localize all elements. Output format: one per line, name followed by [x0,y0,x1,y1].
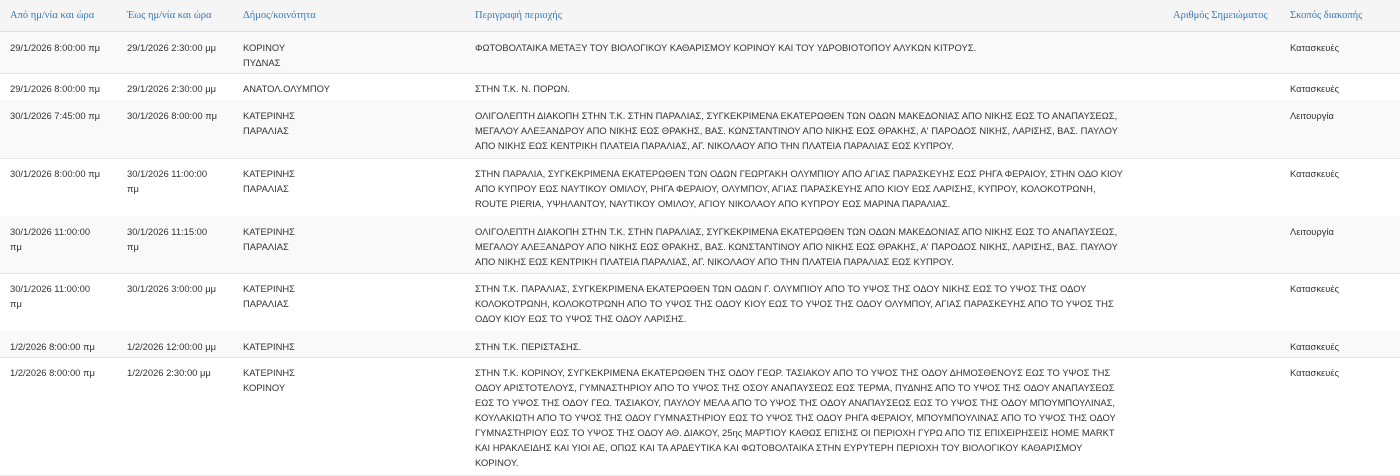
cell-description: ΣΤΗΝ Τ.Κ. ΠΑΡΑΛΙΑΣ, ΣΥΓΚΕΚΡΙΜΕΝΑ ΕΚΑΤΕΡΩΘΕΝ ΤΩΝ ΟΔΩΝ Γ. ΟΛΥΜΠΙΟΥ ΑΠΟ ΤΟ ΥΨΟΣ ΤΗΣ ΟΔΟΥ ΝΙΚΗΣ ΕΩΣ ΤΟ ΥΨΟΣ ΤΗΣ ΟΔΟΥ ΚΟΛΟΚΟΤΡΩΝΗ, ΚΟΛΟΚΟΤΡΩΝΗ ΑΠΟ ΤΟ ΥΨΟΣ ΤΗΣ ΟΔΟΥ ΚΙΟΥ ΕΩΣ ΤΟ ΥΨΟΣ ΤΗΣ ΟΔΟΥ ΟΛΥΜΠΟΥ, ΑΓΙΑΣ ΠΑΡΑΣΚΕΥΗΣ ΑΠΟ ΤΟ ΥΨΟΣ ΤΗΣ ΟΔΟΥ ΚΙΟΥ ΕΩΣ ΤΟ ΥΨΟΣ ΤΗΣ ΟΔΟΥ ΛΑΡΙΣΗΣ. [475,283,1114,324]
cell-description: ΣΤΗΝ Τ.Κ. ΚΟΡΙΝΟΥ, ΣΥΓΚΕΚΡΙΜΕΝΑ ΕΚΑΤΕΡΩΘΕΝ ΤΗΣ ΟΔΟΥ ΓΕΩΡ. ΤΑΣΙΑΚΟΥ ΑΠΟ ΤΟ ΥΨΟΣ ΤΗΣ ΟΔΟΥ ΔΗΜΟΣΘΕΝΟΥΣ ΕΩΣ ΤΟ ΥΨΟΣ ΤΗΣ ΟΔΟΥ ΑΡΙΣΤΟΤΕΛΟΥΣ, ΓΥΜΝΑΣΤΗΡΙΟΥ ΑΠΟ ΤΟ ΥΨΟΣ ΤΗΣ ΟΣΟΥ ΑΝΑΠΑΥΣΕΩΣ ΕΩΣ ΤΕΡΜΑ, ΠΥΔΝΗΣ ΑΠΟ ΤΟ ΥΨΟΣ ΤΗΣ ΟΔΟΥ ΑΝΑΠΑΥΣΕΩΣ ΕΩΣ ΤΟ ΥΨΟΣ ΤΗΣ ΟΔΟΥ ΓΕΩ. ΤΑΣΙΑΚΟΥ, ΠΑΥΛΟΥ ΜΕΛΑ ΑΠΟ ΤΟ ΥΨΟΣ ΤΗΣ ΟΔΟΥ ΑΝΑΠΑΥΣΕΩΣ ΕΩΣ ΤΟ ΥΨΟΣ ΤΗΣ ΟΔΟΥ ΜΠΟΥΜΠΟΥΛΙΝΑΣ, ΚΟΥΛΑΚΙΩΤΗ ΑΠΟ ΤΟ ΥΨΟΣ ΤΗΣ ΟΔΟΥ ΓΥΜΝΑΣΤΗΡΙΟΥ ΕΩΣ ΤΟ ΥΨΟΣ ΤΗΣ ΟΔΟΥ ΡΗΓΑ ΦΕΡΑΙΟΥ, ΜΠΟΥΜΠΟΥΛΙΝΑΣ ΑΠΟ ΤΟ ΥΨΟΣ ΤΗΣ ΟΔΟΥ ΓΥΜΝΑΣΤΗΡΙΟΥ ΕΩΣ ΤΟ ΥΨΟΣ ΤΗΣ ΟΔΟΥ ΑΘ. ΔΙΑΚΟΥ, 25ης ΜΑΡΤΙΟΥ ΚΑΘΩΣ ΕΠΙΣΗΣ ΟΙ ΠΕΡΙΟΧΗ ΓΥΡΩ ΑΠΟ ΤΙΣ ΕΠΙΧΕΙΡΗΣΕΙΣ HOME MARKT ΚΑΙ ΗΡΑΚΛΕΙΔΗΣ ΚΑΙ ΥΙΟΙ ΑΕ, ΟΠΩΣ ΚΑΙ ΤΑ ΑΡΔΕΥΤΙΚΑ ΚΑΙ ΦΩΤΟΒΟΛΤΑΙΚΑ ΣΤΗΝ ΕΥΡΥΤΕΡΗ ΠΕΡΙΟΧΗ ΤΟΥ ΒΙΟΛΟΓΙΚΟΥ ΚΑΘΑΡΙΣΜΟΥ ΚΟΡΙΝΟΥ. [475,367,1116,468]
column-header-from[interactable]: Από ημ/νία και ώρα [10,10,95,21]
cell-municipality: ΚΑΤΕΡΙΝΗΣ ΚΟΡΙΝΟΥ [243,367,295,393]
cell-municipality: ΚΑΤΕΡΙΝΗΣ [243,341,295,352]
cell-description: ΣΤΗΝ ΠΑΡΑΛΙΑ, ΣΥΓΚΕΚΡΙΜΕΝΑ ΕΚΑΤΕΡΩΘΕΝ ΤΩΝ ΟΔΩΝ ΓΕΩΡΓΑΚΗ ΟΛΥΜΠΙΟΥ ΑΠΟ ΑΓΙΑΣ ΠΑΡΑΣΚΕΥΗΣ ΕΩΣ ΡΗΓΑ ΦΕΡΑΙΟΥ, ΣΤΗΝ ΟΔΟ ΚΙΟΥ ΑΠΟ ΚΥΠΡΟΥ ΕΩΣ ΝΑΥΤΙΚΟΥ ΟΜΙΛΟΥ, ΡΗΓΑ ΦΕΡΑΙΟΥ, ΟΛΥΜΠΟΥ, ΑΓΙΑΣ ΠΑΡΑΣΚΕΥΗΣ ΑΠΟ ΚΙΟΥ ΕΩΣ ΛΑΡΙΣΗΣ, ΚΥΠΡΟΥ, ΚΟΛΟΚΟΤΡΩΝΗ, ROUTE PIERIA, ΥΨΗΛΑΝΤΟΥ, ΝΑΥΤΙΚΟΥ ΟΜΙΛΟΥ, ΑΓΙΟΥ ΝΙΚΟΛΑΟΥ ΑΠΟ ΚΥΠΡΟΥ ΕΩΣ ΜΑΡΙΝΑ ΠΑΡΑΛΙΑΣ. [475,168,1123,209]
cell-from: 1/2/2026 8:00:00 πμ [10,341,95,352]
table-row [0,331,1400,358]
table-row [0,158,1400,217]
cell-municipality: ΚΑΤΕΡΙΝΗΣ ΠΑΡΑΛΙΑΣ [243,110,295,136]
column-header-to[interactable]: Έως ημ/νία και ώρα [127,10,212,21]
cell-from: 30/1/2026 8:00:00 πμ [10,168,101,179]
cell-from: 30/1/2026 7:45:00 πμ [10,110,101,121]
table-row [0,357,1400,476]
cell-to: 30/1/2026 3:00:00 μμ [127,283,216,294]
table-row [0,273,1400,332]
cell-description: ΣΤΗΝ Τ.Κ. Ν. ΠΟΡΩΝ. [475,83,570,94]
cell-municipality: ΚΑΤΕΡΙΝΗΣ ΠΑΡΑΛΙΑΣ [243,168,295,194]
cell-municipality: ΚΑΤΕΡΙΝΗΣ ΠΑΡΑΛΙΑΣ [243,226,295,252]
cell-municipality: ΚΟΡΙΝΟΥ ΠΥΔΝΑΣ [243,42,286,68]
cell-description: ΣΤΗΝ Τ.Κ. ΠΕΡΙΣΤΑΣΗΣ. [475,341,582,352]
cell-to: 1/2/2026 12:00:00 μμ [127,341,216,352]
cell-municipality: ΑΝΑΤΟΛ.ΟΛΥΜΠΟΥ [243,83,330,94]
cell-purpose: Λειτουργία [1290,226,1334,237]
cell-purpose: Λειτουργία [1290,110,1334,121]
cell-description: ΟΛΙΓΟΛΕΠΤΗ ΔΙΑΚΟΠΗ ΣΤΗΝ Τ.Κ. ΣΤΗΝ ΠΑΡΑΛΙΑΣ, ΣΥΓΚΕΚΡΙΜΕΝΑ ΕΚΑΤΕΡΩΘΕΝ ΤΩΝ ΟΔΩΝ ΜΑΚΕΔΟΝΙΑΣ ΑΠΟ ΝΙΚΗΣ ΕΩΣ ΤΟ ΑΝΑΠΑΥΣΕΩΣ, ΜΕΓΑΛΟΥ ΑΛΕΞΑΝΔΡΟΥ ΑΠΟ ΝΙΚΗΣ ΕΩΣ ΘΡΑΚΗΣ, ΒΑΣ. ΚΩΝΣΤΑΝΤΙΝΟΥ ΑΠΟ ΝΙΚΗΣ ΕΩΣ ΘΡΑΚΗΣ, Α' ΠΑΡΟΔΟΣ ΝΙΚΗΣ, ΛΑΡΙΣΗΣ, ΒΑΣ. ΠΑΥΛΟΥ ΑΠΟ ΝΙΚΗΣ ΕΩΣ ΚΕΝΤΡΙΚΗ ΠΛΑΤΕΙΑ ΠΑΡΑΛΙΑΣ, ΑΓ. ΝΙΚΟΛΑΟΥ ΑΠΟ ΤΗΝ ΠΛΑΤΕΙΑ ΠΑΡΑΛΙΑΣ ΕΩΣ ΚΥΠΡΟΥ. [475,226,1118,267]
cell-purpose: Κατασκευές [1290,283,1340,294]
table-row [0,73,1400,101]
table-row [0,216,1400,274]
cell-to: 30/1/2026 11:00:00 πμ [127,168,208,194]
cell-municipality: ΚΑΤΕΡΙΝΗΣ ΠΑΡΑΛΙΑΣ [243,283,295,309]
cell-to: 29/1/2026 2:30:00 μμ [127,42,216,53]
cell-purpose: Κατασκευές [1290,42,1340,53]
cell-purpose: Κατασκευές [1290,367,1340,378]
column-header-purpose[interactable]: Σκοπός διακοπής [1290,10,1363,21]
cell-from: 1/2/2026 8:00:00 πμ [10,367,95,378]
column-header-point-number[interactable]: Αριθμός Σημειώματος [1173,10,1268,21]
cell-to: 1/2/2026 2:30:00 μμ [127,367,211,378]
cell-purpose: Κατασκευές [1290,83,1340,94]
cell-from: 30/1/2026 11:00:00 πμ [10,283,91,309]
cell-to: 30/1/2026 8:00:00 πμ [127,110,218,121]
cell-purpose: Κατασκευές [1290,341,1340,352]
cell-purpose: Κατασκευές [1290,168,1340,179]
cell-to: 30/1/2026 11:15:00 πμ [127,226,208,252]
table-header [0,0,1400,32]
table-row [0,32,1400,74]
table-row [0,100,1400,159]
column-header-municipality[interactable]: Δήμος/κοινότητα [243,10,316,21]
cell-from: 30/1/2026 11:00:00 πμ [10,226,91,252]
column-header-description[interactable]: Περιγραφή περιοχής [475,10,562,21]
cell-from: 29/1/2026 8:00:00 πμ [10,83,101,94]
cell-description: ΦΩΤΟΒΟΛΤΑΙΚΑ ΜΕΤΑΞΥ ΤΟΥ ΒΙΟΛΟΓΙΚΟΥ ΚΑΘΑΡΙΣΜΟΥ ΚΟΡΙΝΟΥ ΚΑΙ ΤΟΥ ΥΔΡΟΒΙΟΤΟΠΟΥ ΑΛΥΚΩΝ ΚΙΤΡΟΥΣ. [475,42,977,53]
cell-description: ΟΛΙΓΟΛΕΠΤΗ ΔΙΑΚΟΠΗ ΣΤΗΝ Τ.Κ. ΣΤΗΝ ΠΑΡΑΛΙΑΣ, ΣΥΓΚΕΚΡΙΜΕΝΑ ΕΚΑΤΕΡΩΘΕΝ ΤΩΝ ΟΔΩΝ ΜΑΚΕΔΟΝΙΑΣ ΑΠΟ ΝΙΚΗΣ ΕΩΣ ΤΟ ΑΝΑΠΑΥΣΕΩΣ, ΜΕΓΑΛΟΥ ΑΛΕΞΑΝΔΡΟΥ ΑΠΟ ΝΙΚΗΣ ΕΩΣ ΘΡΑΚΗΣ, ΒΑΣ. ΚΩΝΣΤΑΝΤΙΝΟΥ ΑΠΟ ΝΙΚΗΣ ΕΩΣ ΘΡΑΚΗΣ, Α' ΠΑΡΟΔΟΣ ΝΙΚΗΣ, ΛΑΡΙΣΗΣ, ΒΑΣ. ΠΑΥΛΟΥ ΑΠΟ ΝΙΚΗΣ ΕΩΣ ΚΕΝΤΡΙΚΗ ΠΛΑΤΕΙΑ ΠΑΡΑΛΙΑΣ, ΑΓ. ΝΙΚΟΛΑΟΥ ΑΠΟ ΤΗΝ ΠΛΑΤΕΙΑ ΠΑΡΑΛΙΑΣ ΕΩΣ ΚΥΠΡΟΥ. [475,110,1118,151]
cell-to: 29/1/2026 2:30:00 μμ [127,83,216,94]
cell-from: 29/1/2026 8:00:00 πμ [10,42,101,53]
